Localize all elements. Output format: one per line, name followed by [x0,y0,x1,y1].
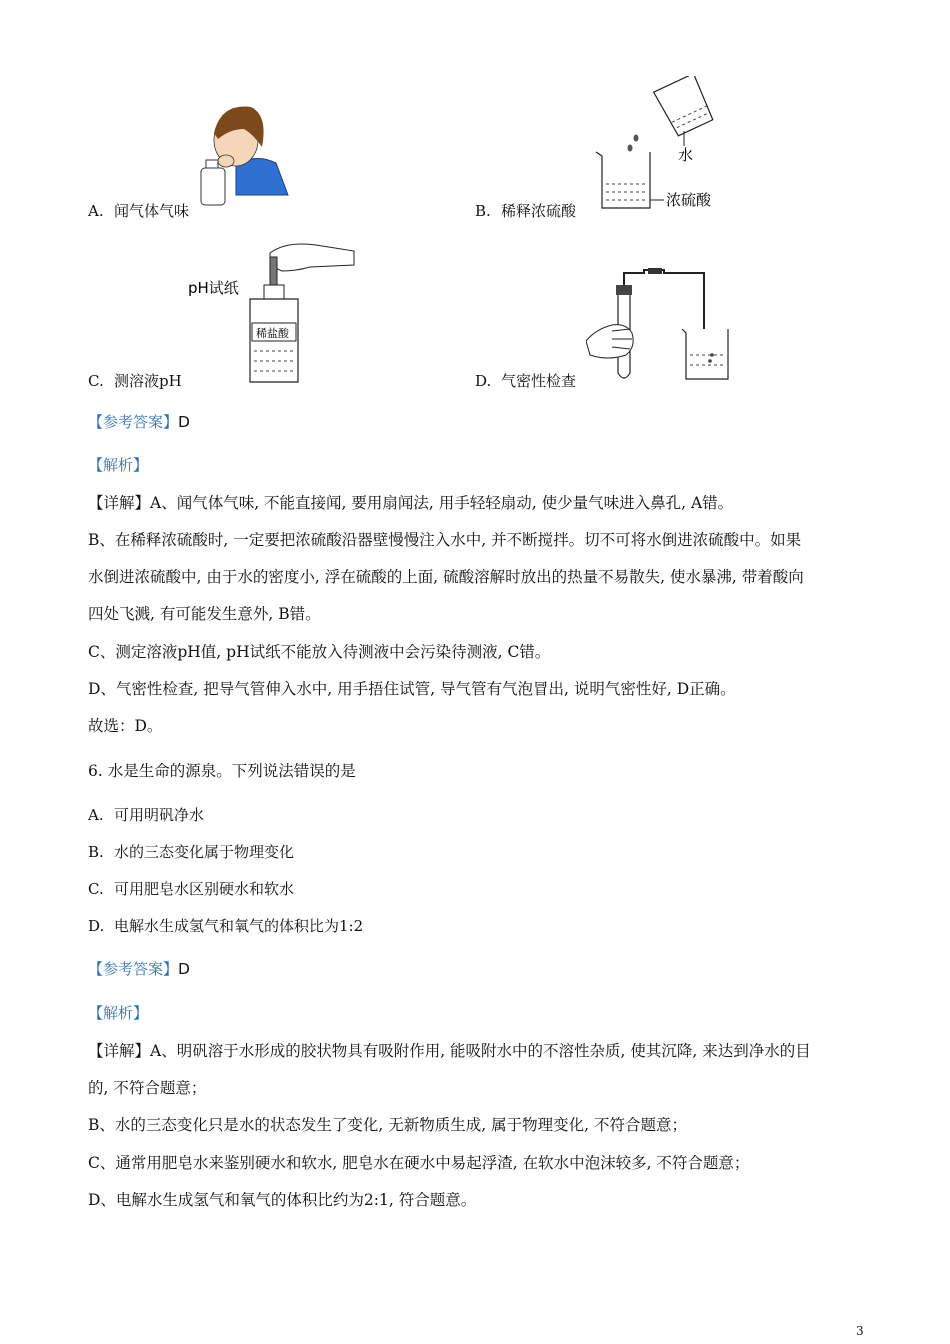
q6-detail-line: D、电解水生成氢气和氧气的体积比约为2:1, 符合题意。 [88,1191,477,1209]
q6-option-c: C. 可用肥皂水区别硬水和软水 [88,880,295,898]
q6-detail-line: C、通常用肥皂水来鉴别硬水和软水, 肥皂水在硬水中易起浮渣, 在软水中泡沫较多, 不符合题意； [88,1154,750,1172]
q5-option-d: D. 气密性检查 [475,372,577,390]
q6-detail-line: 【详解】A、明矾溶于水形成的胶状物具有吸附作用, 能吸附水中的不溶性杂质, 使其沉降, 来达到净水的目 [88,1042,811,1060]
q6-answer: D [178,960,190,978]
q6-option-b: B. 水的三态变化属于物理变化 [88,843,295,861]
ph-test-figure [186,237,358,387]
q6-option-a: A. 可用明矾净水 [88,806,205,824]
q5-detail-line: 【详解】A、闻气体气味, 不能直接闻, 要用扇闻法, 用手轻轻扇动, 使少量气味进入鼻孔, A错。 [88,494,734,512]
page-number: 3 [856,1324,864,1338]
q5-detail-line: C、测定溶液pH值, pH试纸不能放入待测液中会污染待测液, C错。 [88,643,551,661]
dilute-acid-figure [592,76,727,216]
q5-detail-line: 水倒进浓硫酸中, 由于水的密度小, 浮在硫酸的上面, 硫酸溶解时放出的热量不易散失, 使水暴沸, 带着酸向 [88,568,804,586]
q5-analysis-tag: 【解析】 [88,456,149,474]
airtight-check-figure [586,243,736,385]
bottle-label: 稀盐酸 [256,327,289,340]
answer-tag: 【参考答案】 [88,960,179,978]
q6-answer-line [88,951,863,988]
water-label: 水 [678,146,694,164]
q5-detail-line: D、气密性检查, 把导气管伸入水中, 用手捂住试管, 导气管有气泡冒出, 说明气密性好, D正确。 [88,680,736,698]
q6-analysis-tag: 【解析】 [88,1004,149,1022]
q6-detail-line: 的, 不符合题意； [88,1079,207,1097]
q5-answer: D [178,413,190,431]
q6-stem: 6. 水是生命的源泉。下列说法错误的是 [88,762,356,780]
ph-paper-label: pH试纸 [188,279,239,297]
q5-option-c: C. 测溶液pH [88,372,182,390]
q6-option-d: D. 电解水生成氢气和氧气的体积比为1:2 [88,917,364,935]
conc-acid-label: 浓硫酸 [666,191,712,209]
q6-detail-line: B、水的三态变化只是水的状态发生了变化, 无新物质生成, 属于物理变化, 不符合题意； [88,1116,687,1134]
answer-tag: 【参考答案】 [88,413,179,431]
q5-option-b: B. 稀释浓硫酸 [475,202,577,220]
smell-gas-figure [196,95,296,210]
q5-detail-line: 故选：D。 [88,717,163,735]
q5-detail-line: B、在稀释浓硫酸时, 一定要把浓硫酸沿器壁慢慢注入水中, 并不断搅拌。切不可将水倒进浓硫酸中。如果 [88,531,802,549]
q5-answer-line [88,404,863,441]
q5-option-a: A. 闻气体气味 [88,202,190,220]
q5-detail-line: 四处飞溅, 有可能发生意外, B错。 [88,605,321,623]
